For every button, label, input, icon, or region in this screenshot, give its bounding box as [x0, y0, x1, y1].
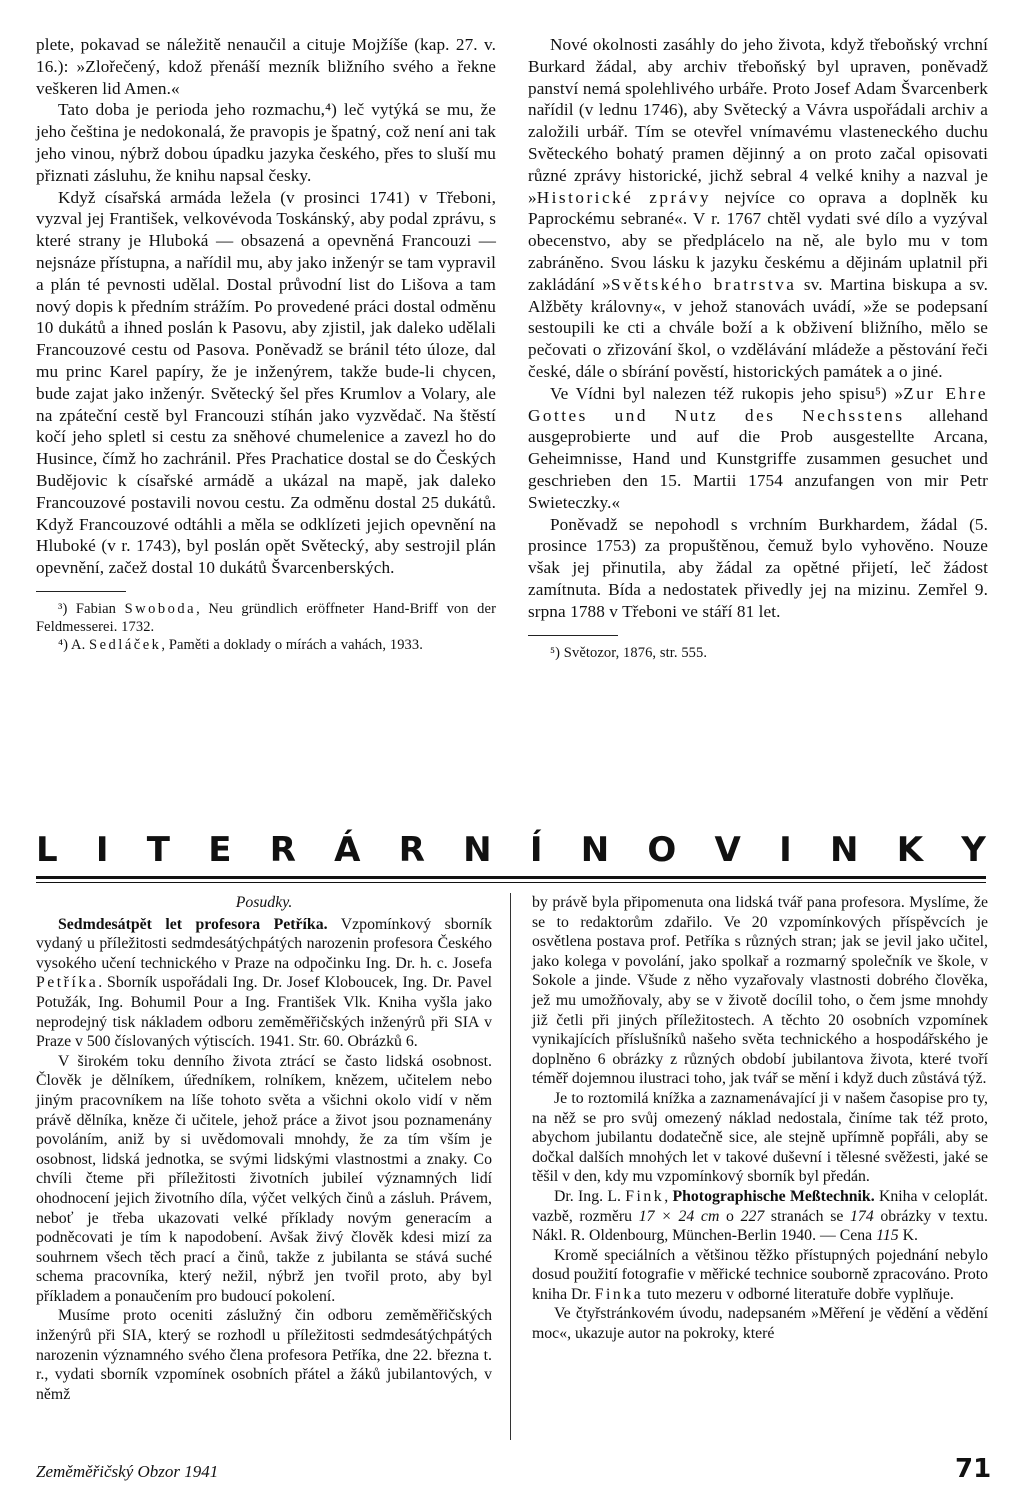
review-title: Photographische Meßtechnik.	[672, 1187, 875, 1205]
paragraph: by právě byla připomenuta ona lidská tvář pana profesora. Myslíme, že se to redaktorům zdařilo. Ve 20 vzpomínkových příspěvcích je osvětlena postava prof. Petříka s různých stran; jak se jevil jako učitel, jako kolega v povolání, jako spolkař a rozmarný společník ve škole, v Sokole a jinde. Všude z něho vyzařovaly vlastnosti dobrého člověka, jež mu umožňovaly, aby se v životě docílil toho, o čem jsme mnohdy již četli při jiných příležitostech. A těchto 20 osobních vzpomínek vynikajících příslušníků našeho světa technického a hospodářského je doplněno 6 obrázky z různých období jubilantova života, které tvoří téměř dojemnou ilustraci toho, jak tvář se mění i když duch zůstává týž.	[532, 894, 988, 1088]
banner-letter: N	[580, 830, 610, 870]
bottom-left-column	[36, 893, 492, 1404]
banner-letter: I	[95, 830, 109, 870]
banner-letter: R	[269, 830, 296, 870]
footnote-5: ⁵) Světozor, 1876, str. 555.	[550, 644, 708, 661]
footnote-3: ³) Fabian Swoboda, Neu gründlich eröffneter Hand-Briff von der Feldmesserei. 1732.	[36, 600, 496, 635]
banner-letter: I	[779, 830, 792, 870]
paragraph: Ve Vídni byl nalezen též rukopis jeho spisu⁵) »Zur Ehre Gottes und Nutz des Nechsstens allehand ausgeprobierte und auf die Prob ausgestellte Arcana, Geheimnisse, Hand und Kunstgriffe zusammen gesuchet und geschrieben den 15. Martii 1754 anzufangen von mir Petr Swieteczky.«	[528, 383, 988, 512]
top-right-column	[528, 34, 988, 662]
footnotes	[36, 600, 496, 654]
journal-name: Zeměměřičský Obzor 1941	[36, 1462, 219, 1481]
banner-letter: Y	[961, 830, 986, 870]
footnote-divider	[528, 635, 618, 636]
paragraph: plete, pokavad se náležitě nenaučil a cituje Mojžíše (kap. 27. v. 16.): »Zlořečený, kdož přenáší mezník bližního svého a řekne veškeren lid Amen.«	[36, 35, 496, 98]
banner-letter: V	[714, 830, 741, 870]
review-paragraph: Sedmdesátpět let profesora Petříka. Vzpomínkový sborník vydaný u příležitosti sedmdesátýchpátých narozenin profesora Českého vysokého učení technického v Praze na odpočinku Ing. Dr. h. c. Josefa Petříka. Sborník uspořádali Ing. Dr. Josef Kloboucek, Ing. Dr. Pavel Potužák, Ing. Bohumil Pour a Ing. František Vlk. Kniha vyšla jako neprodejný tisk nákladem odboru zeměměřičských inženýrů při SIA v Praze v 500 číslovaných výtiscích. 1941. Str. 60. Obrázků 6.	[36, 915, 492, 1051]
banner-letter: K	[896, 830, 924, 870]
banner-rule-thick	[36, 876, 986, 879]
banner-letter: R	[398, 830, 425, 870]
paragraph: Když císařská armáda ležela (v prosinci 1741) v Třeboni, vyzval jej František, velkovévoda Toskánský, aby podal zprávu, s které strany je Hluboká — obsazená a opevněná Francouzi — nejsnáze přístupna, a nařídil mu, aby jako inženýr se tam vypravil a plán té pevnosti udělal. Dostal průvodní list do Lišova a tam nový dopis k předním strážím. Po provedené práci dostal odměnu 10 dukátů a ihned poslán k Pasovu, aby zjistil, jak daleko udělali Francouzové cestu od Pasova. Poněvadž se bránil této úloze, dal mu princ Karel papíry, že je inženýrem, takže bude-li chycen, bude zajat jako inženýr. Světecký šel přes Krumlov a Volary, ale na zpáteční cestě byl Francouzi stíhán jako vyzvědač. Na štěstí kočí jeho spletl si cestu za sněhové chumelenice a zavezl ho do Husince, čímž ho zachránil. Přes Prachatice dostal se do Českých Budějovic k císařské armádě a ukázal na mapě, jak daleko Francouzové postavili novou cestu. Za odměnu dostal 25 dukátů. Když Francouzové odtáhli a měla se odklízeti jejich opevnění na Hluboké (v r. 1743), byl poslán opět Světecký, aby sestrojil plán opevnění, začež dostal 10 dukátů Švarcenberských.	[36, 187, 496, 578]
section-title: Posudky.	[235, 894, 293, 911]
top-left-column	[36, 34, 496, 654]
banner-letter: Í	[529, 830, 543, 870]
paragraph: Kromě speciálních a většinou těžko přístupných pojednání nebylo dosud použití fotografie v měřické technice souborně zpracováno. Proto kniha Dr. Finka tuto mezeru v odborné literatuře dobře vyplňuje.	[532, 1246, 988, 1303]
paragraph: Musíme proto oceniti záslužný čin odboru zeměměřičských inženýrů při SIA, který se rozhodl u příležitosti sedmdesátýchpátých narozenin významného svého člena profesora Petříka, dne 22. března t. r., vydati sborník vzpomínek osobních přátel a žáků jubilantových, v němž	[36, 1307, 492, 1403]
banner-letter: Á	[334, 830, 361, 870]
banner-rule-thin	[36, 882, 986, 883]
section-banner-literarni-novinky	[36, 830, 986, 870]
banner-letter: T	[146, 830, 170, 870]
review-title: Sedmdesátpět let profesora Petříka.	[58, 915, 328, 933]
paragraph: Tato doba je perioda jeho rozmachu,⁴) leč vytýká se mu, že jeho čeština je nedokonalá, že pravopis je špatný, což není ani tak jeho vinou, nýbrž dobou úpadku jazyka českého, přes to sluší mu přiznati zásluhu, že knihu napsal česky.	[36, 100, 496, 185]
paragraph: Je to roztomilá knížka a zaznamenávající ji v našem časopise pro ty, na něž se pro svůj omezený náklad nedostala, činíme tak též proto, abychom jubilantu dodatečně sice, ale stejně upřímně popřáli, aby se dočkal dalších mnohých let v takové duševní i tělesné svěžesti, jaké se těšil v den, kdy mu vzpomínkový sborník byl předán.	[532, 1089, 988, 1186]
bottom-right-column	[532, 893, 988, 1344]
review-paragraph: Dr. Ing. L. Fink, Photographische Meßtechnik. Kniha v celoplát. vazbě, rozměru 17 × 24 cm o 227 stranách se 174 obrázky v textu. Nákl. R. Oldenbourg, München-Berlin 1940. — Cena 115 K.	[532, 1187, 988, 1245]
banner-letter: L	[36, 830, 58, 870]
column-divider	[510, 893, 511, 1440]
paragraph: V širokém toku denního života ztrácí se často lidská osobnost. Člověk je dělníkem, úředníkem, rolníkem, knězem, učitelem nebo jiným pracovníkem na líše tohoto světa a všichni okolo vidí v něm právě dělníka, kněze či učitele, jehož práce a život jsou poznamenány povoláním, aniž by si uvědomovali mnohdy, že za tím vším je osobnost, lidská jednotka, se svými lidskými vlastnostmi a znaky. Co chvíli čteme při příležitosti životních jubileí významných lidí ohodnocení jejich životního díla, výčet velkých činů a zásluh. Právem, neboť je třeba ukazovati velké příklady novým generacím a podněcovati je tím k napodobení. Avšak živý člověk kdesi mizí za souhrnem všech těch prací a činů, takže z jubilanta se stává suché schema pracovníka, který nežil, nýbrž jen tvořil proto, aby byl příkladem a ponaučením pro budoucí pokolení.	[36, 1052, 492, 1305]
banner-letter: E	[208, 830, 232, 870]
paragraph: Nové okolnosti zasáhly do jeho života, když třeboňský vrchní Burkard žádal, aby archiv třeboňský byl upraven, poněvadž panství nemá spolehlivého urbáře. Proto Josef Adam Švarcenberk nařídil (v lednu 1746), aby Světecký a Vávra uspořádali archiv a založili urbář. Tím se otevřel vnímavému vlasteneckého duchu Světeckého bohatý pramen dějinný a on proto začal opisovati různé zprávy historické, jichž sebral 4 velké knihy a nazval je »Historické zprávy nejvíce co oprava a doplněk ku Paprockému sebrané«. V r. 1767 chtěl vydati své dílo a vyzýval obecenstvo, aby se předplácelo na ně, ale bylo mu v tom zabráněno. Svou lásku k jazyku českému a dějinám uplatnil při zakládání »Světského bratrstva sv. Martina biskupa a sv. Alžběty královny«, v jehož stanovách uvádí, »že se podepsaní sestoupili ke cti a chvále boží a k obživení bližního, mělo se pečovati o zřizování škol, o vzdělávání mládeže a pěstování řeči české, dále o sbírání pověstí, historických památek a o jiné.	[528, 35, 989, 381]
paragraph: Poněvadž se nepohodl s vrchním Burkhardem, žádal (5. prosince 1753) za propuštěnou, čemuž bylo vyhověno. Nouze však jej přinutila, aby žádal za opětné přijetí, leč žádost zamítnuta. Bída a nedostatek přivedly jej na mizinu. Zemřel 9. srpna 1788 v Třeboni ve stáří 81 let.	[528, 514, 988, 621]
page-number: 71	[955, 1454, 992, 1484]
banner-letter: N	[830, 830, 859, 870]
paragraph: Ve čtyřstránkovém úvodu, nadepsaném »Měření je vědění a vědění moc«, ukazuje autor na pokroky, které	[532, 1305, 988, 1343]
banner-letter: N	[463, 830, 492, 870]
banner-letter: O	[647, 830, 677, 870]
footnote-4: ⁴) A. Sedláček, Paměti a doklady o mírách a vahách, 1933.	[58, 636, 423, 653]
footnote-divider	[36, 591, 126, 592]
footnotes	[528, 644, 988, 662]
